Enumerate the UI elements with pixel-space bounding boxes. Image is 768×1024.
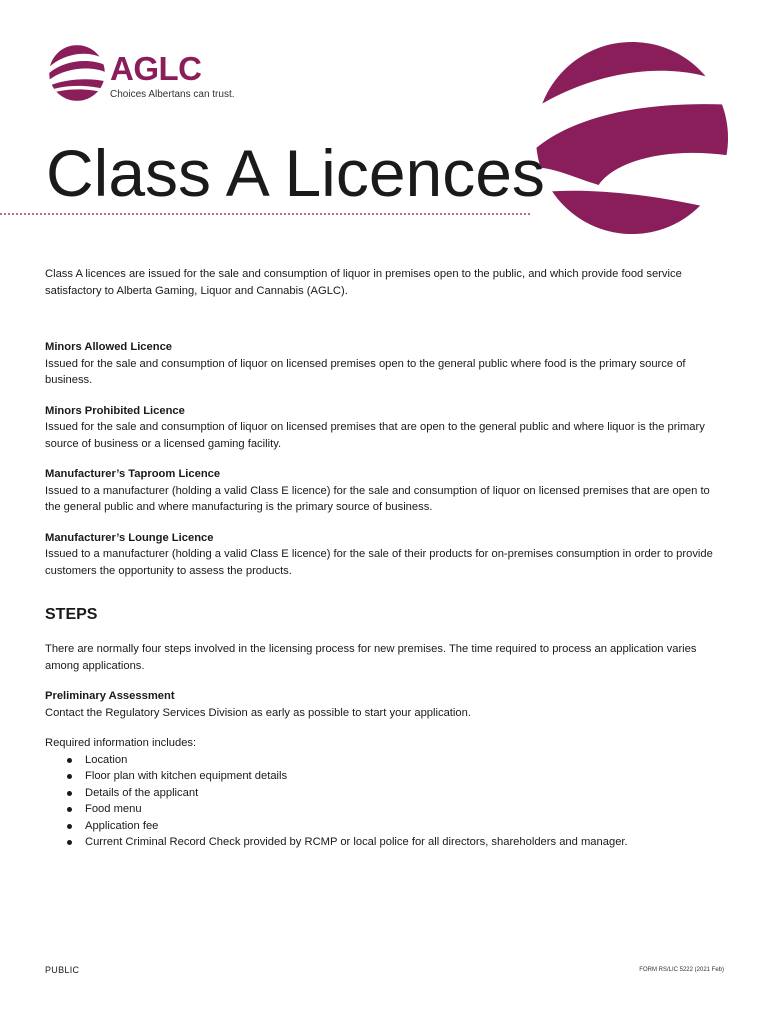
preliminary-assessment-title: Preliminary Assessment xyxy=(45,690,175,702)
brand-tagline: Choices Albertans can trust. xyxy=(110,89,235,100)
licence-section xyxy=(45,466,725,516)
licence-description: Issued to a manufacturer (holding a valid Class E licence) for the sale of their products for on-premises consumption in order to provide customers the opportunity to assess the products. xyxy=(45,548,713,577)
licence-title: Minors Allowed Licence xyxy=(45,341,173,353)
footer-classification: PUBLIC xyxy=(45,965,80,975)
bullet-icon xyxy=(67,824,72,829)
list-item xyxy=(67,801,725,818)
bullet-icon xyxy=(67,840,72,845)
list-item xyxy=(67,752,725,769)
title-divider xyxy=(0,213,530,215)
page-title: Class A Licences xyxy=(46,136,545,210)
list-item-text: Food menu xyxy=(85,803,142,815)
list-item-text: Application fee xyxy=(85,819,159,832)
licence-title: Manufacturer’s Lounge Licence xyxy=(45,531,214,544)
decorative-globe-icon xyxy=(534,40,730,236)
bullet-icon xyxy=(67,758,72,763)
licence-section xyxy=(45,530,725,580)
aglc-globe-icon xyxy=(48,42,106,104)
required-info-intro: Required information includes: xyxy=(45,737,197,749)
licence-section xyxy=(45,339,725,389)
list-item-text: Location xyxy=(85,753,128,766)
list-item-text: Floor plan with kitchen equipment details xyxy=(85,770,288,782)
list-item xyxy=(67,818,725,835)
licence-description: Issued for the sale and consumption of liquor on licensed premises open to the general public where food is the primary source of business. xyxy=(45,357,686,386)
licence-title: Manufacturer’s Taproom Licence xyxy=(45,468,221,480)
licence-description: Issued for the sale and consumption of liquor on licensed premises that are open to the general public and where liquor is the primary source of business or a licensed gaming facility. xyxy=(45,421,705,450)
licence-description: Issued to a manufacturer (holding a valid Class E licence) for the sale and consumption of liquor on licensed premises that are open to the general public and where manufacturing is the primary source of business. xyxy=(45,484,710,513)
list-item-text: Details of the applicant xyxy=(85,786,199,799)
list-item xyxy=(67,834,725,851)
brand-name: AGLC xyxy=(110,50,202,87)
intro-paragraph: Class A licences are issued for the sale and consumption of liquor in premises open to the public, and which provide food service satisfactory to Alberta Gaming, Liquor and Cannabis (AGLC). xyxy=(45,268,682,297)
document-body xyxy=(45,266,725,851)
bullet-icon xyxy=(67,807,72,812)
steps-heading: STEPS xyxy=(45,606,98,623)
list-item-text: Current Criminal Record Check provided by RCMP or local police for all directors, shareholders and manager. xyxy=(85,836,628,848)
required-info-list xyxy=(45,752,725,851)
list-item xyxy=(67,785,725,802)
footer-form-id: FORM RS/LIC 5222 (2021 Feb) xyxy=(639,967,724,973)
list-item xyxy=(67,768,725,785)
bullet-icon xyxy=(67,774,72,779)
aglc-logo xyxy=(48,42,248,106)
steps-intro: There are normally four steps involved in the licensing process for new premises. The time required to process an application varies among applications. xyxy=(45,643,697,672)
licence-title: Minors Prohibited Licence xyxy=(45,404,185,417)
bullet-icon xyxy=(67,791,72,796)
licence-section xyxy=(45,403,725,453)
preliminary-assessment-text: Contact the Regulatory Services Division as early as possible to start your application. xyxy=(45,706,471,719)
